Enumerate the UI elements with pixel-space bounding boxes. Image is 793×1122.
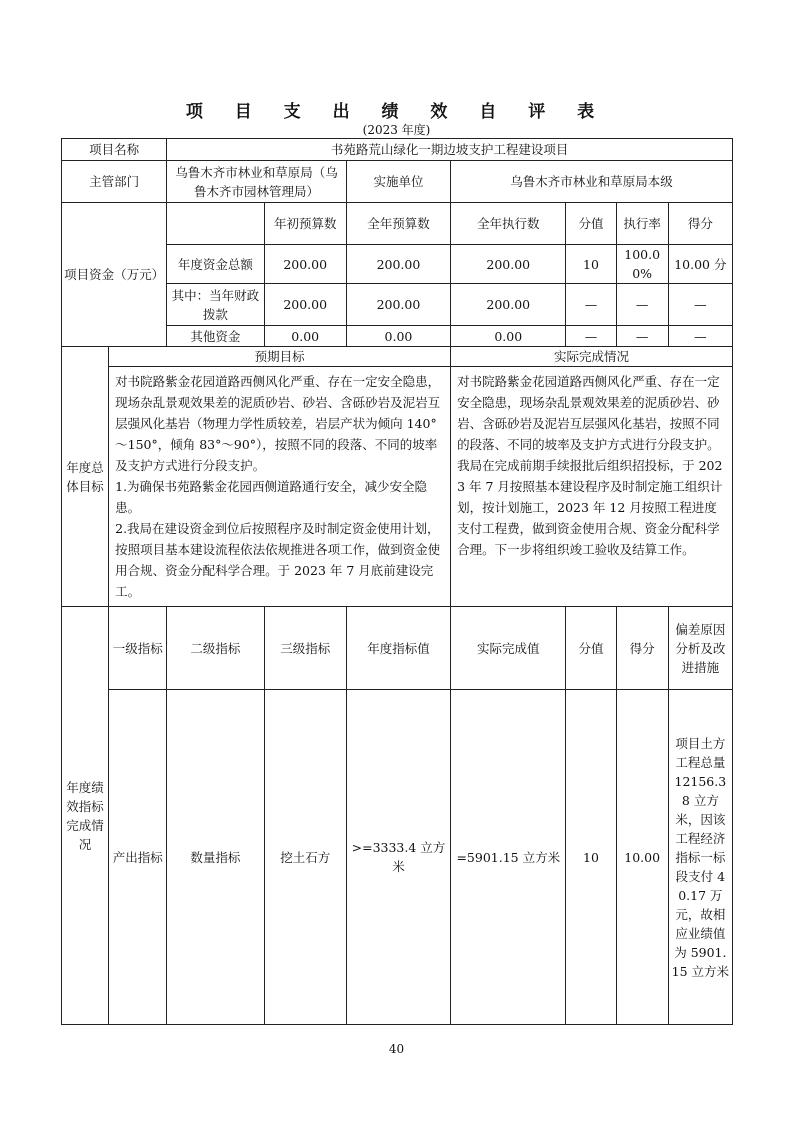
indicator-header-level3: 三级指标 (264, 607, 346, 690)
funds-header-annual: 全年预算数 (346, 203, 450, 245)
funds-row-rate: — (616, 326, 668, 347)
funds-row-annual: 200.00 (346, 284, 450, 326)
funds-header-rate: 执行率 (616, 203, 668, 245)
project-name-row (62, 139, 733, 161)
funds-row-initial: 200.00 (264, 284, 346, 326)
goals-content-row (62, 367, 733, 607)
indicator-header-row (62, 607, 733, 690)
indicator-header-level2: 二级指标 (167, 607, 264, 690)
indicator-level1: 产出指标 (109, 690, 167, 1025)
report-year: (2023 年度) (362, 123, 431, 137)
indicator-actual: =5901.15 立方米 (451, 690, 566, 1025)
funds-row-executed: 0.00 (451, 326, 566, 347)
funds-row-score: — (668, 284, 732, 326)
indicator-section-label: 年度绩效指标完成情况 (62, 607, 109, 1025)
implementer-label: 实施单位 (346, 161, 450, 203)
indicator-header-score: 得分 (616, 607, 668, 690)
funds-row-annual: 0.00 (346, 326, 450, 347)
page-number: 40 (388, 1042, 405, 1056)
indicator-score-value: 10 (566, 690, 616, 1025)
funds-row-initial: 200.00 (264, 245, 346, 284)
goals-header-row (62, 347, 733, 367)
indicator-header-actual: 实际完成值 (451, 607, 566, 690)
actual-result-header: 实际完成情况 (451, 347, 733, 367)
indicator-header-score-value: 分值 (566, 607, 616, 690)
indicator-deviation: 项目土方工程总量 12156.38 立方米，因该工程经济指标一标段支付 40.17 万元，故相应业绩值为 5901.15 立方米 (668, 690, 732, 1025)
funds-row-rate: 100.00% (616, 245, 668, 284)
funds-row-executed: 200.00 (451, 284, 566, 326)
indicator-header-level1: 一级指标 (109, 607, 167, 690)
funds-header-score: 得分 (668, 203, 732, 245)
funds-header-score-value: 分值 (566, 203, 616, 245)
funds-row-initial: 0.00 (264, 326, 346, 347)
department-value: 乌鲁木齐市林业和草原局（乌鲁木齐市园林管理局） (167, 161, 347, 203)
funds-row-name: 其他资金 (167, 326, 264, 347)
project-name: 书苑路荒山绿化一期边坡支护工程建设项目 (167, 139, 733, 161)
indicator-level2: 数量指标 (167, 690, 264, 1025)
funds-label: 项目资金（万元） (62, 203, 167, 347)
department-label: 主管部门 (62, 161, 167, 203)
actual-result-text: 对书院路紫金花园道路西侧风化严重、存在一定安全隐患，现场杂乱景观效果差的泥质砂岩、砂岩、含砾砂岩及泥岩互层强风化基岩，按照不同的段落、不同的坡率及支护方式进行分段支护。 我局在完成前期手续报批后组织招投标，于 2023 年 7 月按照基本建设程序及时制定施工组织计划，按计划施工，2023 年 12 月按照工程进度支付工程费，做到资金使用合规、资金分配科学合理。下一步将组织竣工验收及结算工作。 (451, 367, 733, 607)
funds-row-annual: 200.00 (346, 245, 450, 284)
funds-row-name: 其中：当年财政拨款 (167, 284, 264, 326)
funds-row-executed: 200.00 (451, 245, 566, 284)
project-name-label: 项目名称 (62, 139, 167, 161)
goals-label: 年度总体目标 (62, 347, 109, 607)
expected-goal-header: 预期目标 (109, 347, 451, 367)
indicator-score: 10.00 (616, 690, 668, 1025)
indicator-header-target: 年度指标值 (346, 607, 450, 690)
implementer-value: 乌鲁木齐市林业和草原局本级 (451, 161, 733, 203)
funds-row-score: 10.00 分 (668, 245, 732, 284)
performance-table (61, 138, 733, 1025)
funds-row-score-value: — (566, 326, 616, 347)
funds-row-score-value: — (566, 284, 616, 326)
funds-row-score: — (668, 326, 732, 347)
funds-row-name: 年度资金总额 (167, 245, 264, 284)
funds-row-rate: — (616, 284, 668, 326)
department-row (62, 161, 733, 203)
expected-goal-text: 对书院路紫金花园道路西侧风化严重、存在一定安全隐患，现场杂乱景观效果差的泥质砂岩、砂岩、含砾砂岩及泥岩互层强风化基岩（物理力学性质较差，岩层产状为倾向 140°～150°，倾角 83°～90°），按照不同的段落、不同的坡率及支护方式进行分段支护。 1.为确保书苑路紫金花园西侧道路通行安全，减少安全隐患。 2.我局在建设资金到位后按照程序及时制定资金使用计划，按照项目基本建设流程依法依规推进各项工作，做到资金使用合规、资金分配科学合理。于 2023 年 7 月底前建设完工。 (109, 367, 451, 607)
funds-row-score-value: 10 (566, 245, 616, 284)
indicator-row (62, 690, 733, 1025)
indicator-header-deviation: 偏差原因分析及改进措施 (668, 607, 732, 690)
indicator-level3: 挖土石方 (264, 690, 346, 1025)
funds-header-row (62, 203, 733, 245)
funds-header-executed: 全年执行数 (451, 203, 566, 245)
funds-header-blank (167, 203, 264, 245)
report-title: 项 目 支 出 绩 效 自 评 表 (185, 102, 608, 122)
indicator-target: >=3333.4 立方米 (346, 690, 450, 1025)
funds-header-initial: 年初预算数 (264, 203, 346, 245)
